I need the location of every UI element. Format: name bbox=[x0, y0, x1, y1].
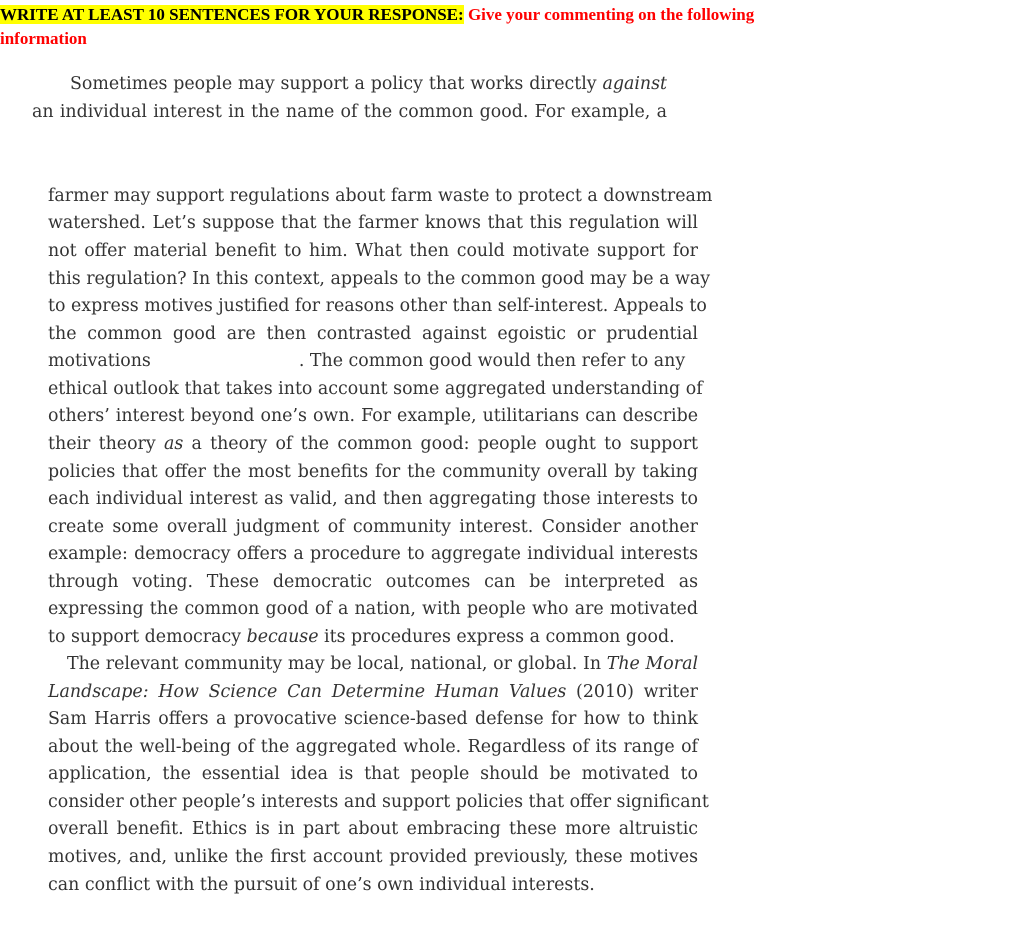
text-segment: this regulation? In this context, appeals to the common good may be a way bbox=[48, 269, 711, 289]
text-line bbox=[48, 597, 698, 621]
text-line bbox=[48, 460, 698, 484]
text-line bbox=[32, 100, 667, 124]
text-line bbox=[48, 542, 698, 566]
text-segment: an individual interest in the name of the common good. For example, a bbox=[32, 102, 667, 122]
text-line bbox=[48, 487, 698, 511]
text-line bbox=[48, 267, 711, 291]
text-segment: to support democracy bbox=[48, 627, 247, 647]
text-line bbox=[48, 349, 698, 373]
italic-text: as bbox=[163, 434, 184, 454]
text-line bbox=[48, 432, 698, 456]
prompt-instructions bbox=[0, 3, 760, 51]
text-segment: the common good are then contrasted against egoistic or prudential bbox=[48, 324, 698, 344]
text-line bbox=[48, 294, 707, 318]
text-line bbox=[48, 184, 713, 208]
text-line bbox=[48, 873, 698, 897]
text-line bbox=[48, 322, 698, 346]
text-segment: each individual interest as valid, and then aggregating those interests to bbox=[48, 489, 698, 509]
text-segment: application, the essential idea is that people should be motivated to bbox=[48, 764, 698, 784]
text-line bbox=[48, 680, 698, 704]
text-line bbox=[48, 377, 703, 401]
text-segment: consider other people’s interests and support policies that offer significant bbox=[48, 792, 709, 812]
text-segment: not offer material benefit to him. What then could motivate support for bbox=[48, 241, 698, 261]
text-segment: about the well-being of the aggregated whole. Regardless of its range of bbox=[48, 737, 698, 757]
text-line bbox=[48, 707, 698, 731]
text-line bbox=[48, 515, 698, 539]
prompt-highlight: WRITE AT LEAST 10 SENTENCES FOR YOUR RESPONSE: bbox=[0, 5, 464, 24]
text-segment: (2010) writer bbox=[566, 682, 698, 702]
text-line bbox=[67, 652, 698, 676]
text-segment: expressing the common good of a nation, with people who are motivated bbox=[48, 599, 698, 619]
text-segment: watershed. Let’s suppose that the farmer knows that this regulation will bbox=[48, 213, 698, 233]
prompt-instruction: Give your commenting on the following information bbox=[0, 5, 755, 48]
italic-text: because bbox=[246, 627, 319, 647]
text-segment: overall benefit. Ethics is in part about embracing these more altruistic bbox=[48, 819, 698, 839]
text-segment: can conflict with the pursuit of one’s own individual interests. bbox=[48, 875, 595, 895]
text-segment: through voting. These democratic outcomes can be interpreted as bbox=[48, 572, 698, 592]
text-segment: policies that offer the most benefits for the community overall by taking bbox=[48, 462, 698, 482]
text-segment: their theory bbox=[48, 434, 164, 454]
text-segment: The relevant community may be local, national, or global. In bbox=[67, 654, 607, 674]
text-segment: ethical outlook that takes into account some aggregated understanding of bbox=[48, 379, 703, 399]
text-segment: others’ interest beyond one’s own. For example, utilitarians can describe bbox=[48, 406, 698, 426]
text-segment: Sometimes people may support a policy that works directly bbox=[70, 74, 603, 94]
text-line bbox=[48, 845, 698, 869]
text-line bbox=[70, 72, 667, 96]
text-segment: a theory of the common good: people ought to support bbox=[183, 434, 698, 454]
italic-text: Landscape: How Science Can Determine Human Values bbox=[48, 682, 567, 702]
text-segment: motives, and, unlike the first account provided previously, these motives bbox=[48, 847, 698, 867]
italic-text: The Moral bbox=[606, 654, 699, 674]
text-segment: example: democracy offers a procedure to aggregate individual interests bbox=[48, 544, 698, 564]
text-line bbox=[48, 625, 698, 649]
text-line bbox=[48, 211, 698, 235]
text-line bbox=[48, 817, 698, 841]
text-line bbox=[48, 790, 709, 814]
text-segment: its procedures express a common good. bbox=[318, 627, 675, 647]
text-line bbox=[48, 735, 698, 759]
text-segment: . The common good would then refer to any bbox=[298, 351, 686, 371]
text-line bbox=[48, 239, 698, 263]
text-segment: create some overall judgment of community interest. Consider another bbox=[48, 517, 698, 537]
text-line bbox=[48, 570, 698, 594]
text-segment: Sam Harris offers a provocative science-based defense for how to think bbox=[48, 709, 698, 729]
text-segment: motivations bbox=[48, 351, 151, 371]
text-segment: to express motives justified for reasons other than self-interest. Appeals to bbox=[48, 296, 707, 316]
text-line bbox=[48, 762, 698, 786]
text-segment: farmer may support regulations about farm waste to protect a downstream bbox=[48, 186, 713, 206]
italic-text: against bbox=[602, 74, 667, 94]
text-line bbox=[48, 404, 698, 428]
